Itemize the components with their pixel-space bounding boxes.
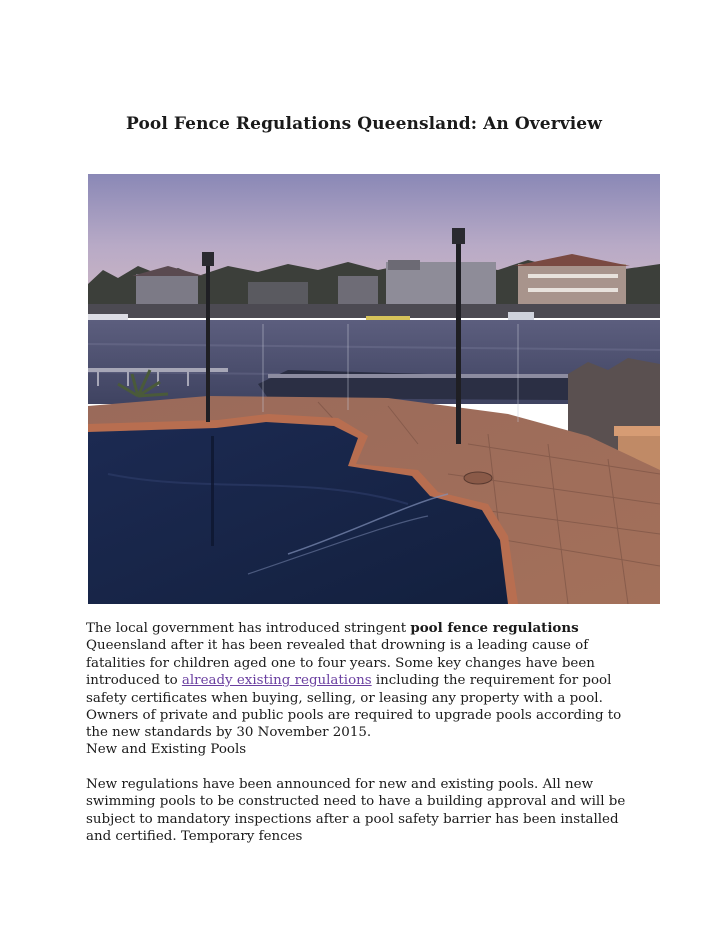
section-heading: New and Existing Pools bbox=[86, 742, 247, 757]
intro-text-part3: including the requirement for pool safety certificates when buying, selling, or leasing any property with a pool. Owners of private and public pools are required to upgrade pools according to the new standards by 30 November 2015. bbox=[86, 673, 622, 741]
intro-text-part2: Queensland after it has been revealed that drowning is a leading cause of fatalities for children aged one to four years. Some key changes have been introduced to bbox=[86, 638, 595, 689]
intro-bold-keyword: pool fence regulations bbox=[410, 620, 579, 636]
existing-regulations-link[interactable]: already existing regulations bbox=[181, 673, 372, 689]
intro-text-part1: The local government has introduced stringent bbox=[86, 621, 411, 636]
page-title: Pool Fence Regulations Queensland: An Overview bbox=[126, 114, 602, 134]
section-paragraph: New regulations have been announced for new and existing pools. All new swimming pools to be constructed need to have a building approval and will be subject to mandatory inspections after a pool safety barrier has been installed and certified. Temporary fences bbox=[86, 777, 626, 845]
pool-photo bbox=[88, 174, 660, 604]
intro-paragraph bbox=[86, 620, 646, 742]
